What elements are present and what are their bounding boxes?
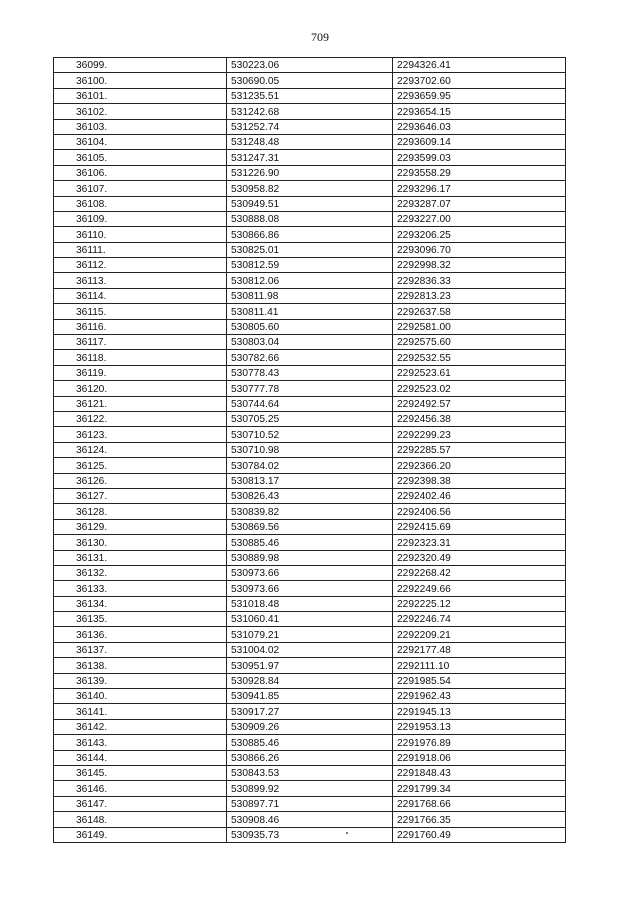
x-coordinate-cell: 530908.46 <box>227 812 393 827</box>
table-row <box>54 150 566 165</box>
point-id-cell: 36115. <box>54 304 227 319</box>
x-coordinate-cell: 530951.97 <box>227 658 393 673</box>
point-id-cell: 36144. <box>54 750 227 765</box>
table-row <box>54 642 566 657</box>
table-row <box>54 812 566 827</box>
y-coordinate-cell: 2292177.48 <box>393 642 566 657</box>
x-coordinate-cell: 530811.41 <box>227 304 393 319</box>
point-id-cell: 36128. <box>54 504 227 519</box>
y-coordinate-cell: 2293096.70 <box>393 242 566 257</box>
y-coordinate-cell: 2292532.55 <box>393 350 566 365</box>
x-coordinate-cell: 530812.59 <box>227 258 393 273</box>
point-id-cell: 36120. <box>54 381 227 396</box>
y-coordinate-cell: 2292323.31 <box>393 535 566 550</box>
x-coordinate-cell: 530885.46 <box>227 535 393 550</box>
y-coordinate-cell: 2291962.43 <box>393 689 566 704</box>
table-row <box>54 181 566 196</box>
point-id-cell: 36102. <box>54 104 227 119</box>
y-coordinate-cell: 2292366.20 <box>393 458 566 473</box>
x-coordinate-cell: 530928.84 <box>227 673 393 688</box>
table-row <box>54 288 566 303</box>
x-coordinate-cell: 530885.46 <box>227 735 393 750</box>
y-coordinate-cell: 2292575.60 <box>393 335 566 350</box>
point-id-cell: 36113. <box>54 273 227 288</box>
x-coordinate-cell: 531060.41 <box>227 612 393 627</box>
y-coordinate-cell: 2292406.56 <box>393 504 566 519</box>
x-coordinate-cell: 530843.53 <box>227 765 393 780</box>
point-id-cell: 36100. <box>54 73 227 88</box>
point-id-cell: 36101. <box>54 88 227 103</box>
y-coordinate-cell: 2291768.66 <box>393 796 566 811</box>
point-id-cell: 36108. <box>54 196 227 211</box>
y-coordinate-cell: 2292398.38 <box>393 473 566 488</box>
point-id-cell: 36132. <box>54 565 227 580</box>
x-coordinate-cell: 530839.82 <box>227 504 393 519</box>
y-coordinate-cell: 2292249.66 <box>393 581 566 596</box>
table-row <box>54 381 566 396</box>
point-id-cell: 36118. <box>54 350 227 365</box>
y-coordinate-cell: 2292415.69 <box>393 519 566 534</box>
table-row <box>54 88 566 103</box>
table-row <box>54 350 566 365</box>
y-coordinate-cell: 2291945.13 <box>393 704 566 719</box>
point-id-cell: 36117. <box>54 335 227 350</box>
table-row <box>54 427 566 442</box>
table-row <box>54 612 566 627</box>
table-row <box>54 750 566 765</box>
point-id-cell: 36131. <box>54 550 227 565</box>
coordinates-table-body <box>54 58 566 843</box>
x-coordinate-cell: 530813.17 <box>227 473 393 488</box>
point-id-cell: 36125. <box>54 458 227 473</box>
table-row <box>54 719 566 734</box>
y-coordinate-cell: 2291918.06 <box>393 750 566 765</box>
x-coordinate-cell: 530973.66 <box>227 565 393 580</box>
x-coordinate-cell: 530710.98 <box>227 442 393 457</box>
table-row <box>54 411 566 426</box>
table-row <box>54 365 566 380</box>
point-id-cell: 36111. <box>54 242 227 257</box>
point-id-cell: 36107. <box>54 181 227 196</box>
table-row <box>54 119 566 134</box>
x-coordinate-cell: 530803.04 <box>227 335 393 350</box>
point-id-cell: 36139. <box>54 673 227 688</box>
y-coordinate-cell: 2293206.25 <box>393 227 566 242</box>
point-id-cell: 36119. <box>54 365 227 380</box>
y-coordinate-cell: 2291953.13 <box>393 719 566 734</box>
y-coordinate-cell: 2292456.38 <box>393 411 566 426</box>
y-coordinate-cell: 2291976.89 <box>393 735 566 750</box>
table-row <box>54 273 566 288</box>
coordinates-table <box>53 57 566 843</box>
point-id-cell: 36103. <box>54 119 227 134</box>
table-row <box>54 689 566 704</box>
page-number: 709 <box>311 30 329 44</box>
x-coordinate-cell: 530825.01 <box>227 242 393 257</box>
table-row <box>54 442 566 457</box>
y-coordinate-cell: 2294326.41 <box>393 58 566 73</box>
y-coordinate-cell: 2293558.29 <box>393 165 566 180</box>
y-coordinate-cell: 2292836.33 <box>393 273 566 288</box>
y-coordinate-cell: 2292320.49 <box>393 550 566 565</box>
y-coordinate-cell: 2292402.46 <box>393 488 566 503</box>
x-coordinate-cell: 531226.90 <box>227 165 393 180</box>
point-id-cell: 36114. <box>54 288 227 303</box>
y-coordinate-cell: 2293659.95 <box>393 88 566 103</box>
table-row <box>54 565 566 580</box>
y-coordinate-cell: 2292492.57 <box>393 396 566 411</box>
point-id-cell: 36136. <box>54 627 227 642</box>
table-row <box>54 104 566 119</box>
x-coordinate-cell: 530935.73 <box>227 827 393 842</box>
x-coordinate-cell: 530973.66 <box>227 581 393 596</box>
table-row <box>54 304 566 319</box>
table-row <box>54 396 566 411</box>
y-coordinate-cell: 2293227.00 <box>393 211 566 226</box>
point-id-cell: 36104. <box>54 134 227 149</box>
x-coordinate-cell: 530705.25 <box>227 411 393 426</box>
y-coordinate-cell: 2292581.00 <box>393 319 566 334</box>
x-coordinate-cell: 530917.27 <box>227 704 393 719</box>
y-coordinate-cell: 2292523.61 <box>393 365 566 380</box>
x-coordinate-cell: 530782.66 <box>227 350 393 365</box>
point-id-cell: 36146. <box>54 781 227 796</box>
x-coordinate-cell: 530949.51 <box>227 196 393 211</box>
x-coordinate-cell: 530778.43 <box>227 365 393 380</box>
x-coordinate-cell: 531018.48 <box>227 596 393 611</box>
table-row <box>54 796 566 811</box>
table-row <box>54 227 566 242</box>
x-coordinate-cell: 530899.92 <box>227 781 393 796</box>
point-id-cell: 36112. <box>54 258 227 273</box>
x-coordinate-cell: 531248.48 <box>227 134 393 149</box>
table-row <box>54 58 566 73</box>
point-id-cell: 36148. <box>54 812 227 827</box>
table-row <box>54 73 566 88</box>
x-coordinate-cell: 531242.68 <box>227 104 393 119</box>
point-id-cell: 36121. <box>54 396 227 411</box>
table-row <box>54 165 566 180</box>
x-coordinate-cell: 530941.85 <box>227 689 393 704</box>
point-id-cell: 36135. <box>54 612 227 627</box>
table-row <box>54 735 566 750</box>
point-id-cell: 36099. <box>54 58 227 73</box>
y-coordinate-cell: 2292225.12 <box>393 596 566 611</box>
table-row <box>54 765 566 780</box>
x-coordinate-cell: 530897.71 <box>227 796 393 811</box>
table-row <box>54 550 566 565</box>
x-coordinate-cell: 530889.98 <box>227 550 393 565</box>
table-row <box>54 242 566 257</box>
point-id-cell: 36109. <box>54 211 227 226</box>
point-id-cell: 36122. <box>54 411 227 426</box>
y-coordinate-cell: 2292637.58 <box>393 304 566 319</box>
table-row <box>54 335 566 350</box>
point-id-cell: 36129. <box>54 519 227 534</box>
x-coordinate-cell: 530710.52 <box>227 427 393 442</box>
table-row <box>54 196 566 211</box>
y-coordinate-cell: 2292998.32 <box>393 258 566 273</box>
y-coordinate-cell: 2291766.35 <box>393 812 566 827</box>
point-id-cell: 36138. <box>54 658 227 673</box>
point-id-cell: 36116. <box>54 319 227 334</box>
table-row <box>54 458 566 473</box>
y-coordinate-cell: 2293654.15 <box>393 104 566 119</box>
point-id-cell: 36143. <box>54 735 227 750</box>
y-coordinate-cell: 2292523.02 <box>393 381 566 396</box>
x-coordinate-cell: 530826.43 <box>227 488 393 503</box>
table-row <box>54 704 566 719</box>
x-coordinate-cell: 530909.26 <box>227 719 393 734</box>
y-coordinate-cell: 2292299.23 <box>393 427 566 442</box>
point-id-cell: 36124. <box>54 442 227 457</box>
x-coordinate-cell: 531004.02 <box>227 642 393 657</box>
point-id-cell: 36140. <box>54 689 227 704</box>
x-coordinate-cell: 531079.21 <box>227 627 393 642</box>
y-coordinate-cell: 2292813.23 <box>393 288 566 303</box>
y-coordinate-cell: 2292209.21 <box>393 627 566 642</box>
point-id-cell: 36137. <box>54 642 227 657</box>
point-id-cell: 36134. <box>54 596 227 611</box>
table-row <box>54 658 566 673</box>
table-row <box>54 827 566 842</box>
table-row <box>54 673 566 688</box>
table-row <box>54 535 566 550</box>
table-row <box>54 258 566 273</box>
table-row <box>54 581 566 596</box>
point-id-cell: 36133. <box>54 581 227 596</box>
x-coordinate-cell: 531252.74 <box>227 119 393 134</box>
y-coordinate-cell: 2292111.10 <box>393 658 566 673</box>
table-row <box>54 596 566 611</box>
y-coordinate-cell: 2293646.03 <box>393 119 566 134</box>
x-coordinate-cell: 530812.06 <box>227 273 393 288</box>
table-row <box>54 473 566 488</box>
point-id-cell: 36106. <box>54 165 227 180</box>
point-id-cell: 36149. <box>54 827 227 842</box>
y-coordinate-cell: 2291760.49 <box>393 827 566 842</box>
table-row <box>54 319 566 334</box>
y-coordinate-cell: 2291985.54 <box>393 673 566 688</box>
point-id-cell: 36142. <box>54 719 227 734</box>
point-id-cell: 36105. <box>54 150 227 165</box>
y-coordinate-cell: 2292246.74 <box>393 612 566 627</box>
point-id-cell: 36127. <box>54 488 227 503</box>
y-coordinate-cell: 2293599.03 <box>393 150 566 165</box>
x-coordinate-cell: 530866.26 <box>227 750 393 765</box>
point-id-cell: 36145. <box>54 765 227 780</box>
point-id-cell: 36130. <box>54 535 227 550</box>
x-coordinate-cell: 530744.64 <box>227 396 393 411</box>
x-coordinate-cell: 530888.08 <box>227 211 393 226</box>
table-row <box>54 627 566 642</box>
y-coordinate-cell: 2291799.34 <box>393 781 566 796</box>
x-coordinate-cell: 530690.05 <box>227 73 393 88</box>
x-coordinate-cell: 530805.60 <box>227 319 393 334</box>
y-coordinate-cell: 2293296.17 <box>393 181 566 196</box>
point-id-cell: 36147. <box>54 796 227 811</box>
point-id-cell: 36110. <box>54 227 227 242</box>
y-coordinate-cell: 2291848.43 <box>393 765 566 780</box>
x-coordinate-cell: 530784.02 <box>227 458 393 473</box>
y-coordinate-cell: 2293702.60 <box>393 73 566 88</box>
x-coordinate-cell: 530777.78 <box>227 381 393 396</box>
x-coordinate-cell: 531247.31 <box>227 150 393 165</box>
x-coordinate-cell: 530811.98 <box>227 288 393 303</box>
y-coordinate-cell: 2292268.42 <box>393 565 566 580</box>
point-id-cell: 36126. <box>54 473 227 488</box>
y-coordinate-cell: 2293609.14 <box>393 134 566 149</box>
table-row <box>54 781 566 796</box>
scan-dot <box>346 832 348 834</box>
x-coordinate-cell: 530958.82 <box>227 181 393 196</box>
table-row <box>54 134 566 149</box>
table-row <box>54 504 566 519</box>
x-coordinate-cell: 530869.56 <box>227 519 393 534</box>
point-id-cell: 36123. <box>54 427 227 442</box>
x-coordinate-cell: 530866.86 <box>227 227 393 242</box>
x-coordinate-cell: 531235.51 <box>227 88 393 103</box>
x-coordinate-cell: 530223.06 <box>227 58 393 73</box>
table-row <box>54 519 566 534</box>
point-id-cell: 36141. <box>54 704 227 719</box>
y-coordinate-cell: 2293287.07 <box>393 196 566 211</box>
table-row <box>54 211 566 226</box>
y-coordinate-cell: 2292285.57 <box>393 442 566 457</box>
table-row <box>54 488 566 503</box>
